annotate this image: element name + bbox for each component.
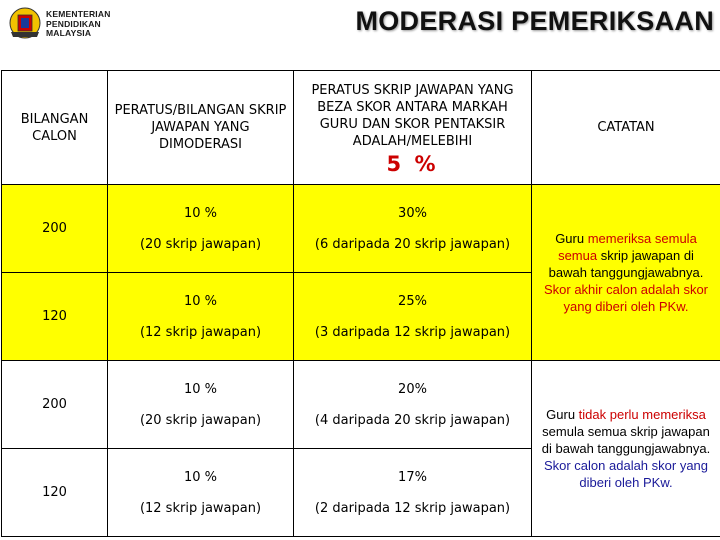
calon-cell: 200 bbox=[2, 185, 108, 273]
beza-cell bbox=[294, 361, 532, 449]
catatan-cell-2 bbox=[532, 361, 720, 537]
header-peratus: PERATUS/BILANGAN SKRIP JAWAPAN YANG DIMODERASI bbox=[108, 71, 294, 185]
catatan1-part1: Guru bbox=[555, 231, 588, 246]
peratus-value: 10 % bbox=[183, 469, 218, 485]
beza-detail: (3 daripada 12 skrip jawapan) bbox=[314, 324, 511, 340]
logo-text bbox=[46, 10, 111, 39]
beza-detail: (6 daripada 20 skrip jawapan) bbox=[314, 236, 511, 252]
catatan2-part3: semula semua skrip jawapan di bawah tanggungjawabnya. bbox=[541, 424, 711, 456]
beza-detail: (2 daripada 12 skrip jawapan) bbox=[314, 500, 511, 516]
beza-detail: (4 daripada 20 skrip jawapan) bbox=[314, 412, 511, 428]
peratus-detail: (20 skrip jawapan) bbox=[139, 236, 262, 252]
catatan1-part3: semula semua bbox=[558, 231, 697, 263]
catatan1-part2: memeriksa bbox=[587, 231, 652, 246]
calon-cell: 120 bbox=[2, 273, 108, 361]
peratus-detail: (12 skrip jawapan) bbox=[139, 500, 262, 516]
catatan1-part6: Skor akhir calon adalah skor yang diberi oleh PKw. bbox=[543, 282, 709, 314]
crest-icon bbox=[8, 6, 42, 40]
header-bilangan: BILANGAN CALON bbox=[2, 71, 108, 185]
peratus-cell bbox=[108, 361, 294, 449]
catatan2-part2: tidak perlu memeriksa bbox=[578, 407, 706, 422]
beza-cell bbox=[294, 449, 532, 537]
beza-value: 17% bbox=[398, 469, 427, 485]
header-beza-text: PERATUS SKRIP JAWAPAN YANG BEZA SKOR ANTARA MARKAH GURU DAN SKOR PENTAKSIR ADALAH/MELEBIHI bbox=[311, 83, 514, 149]
moderation-table bbox=[1, 70, 720, 537]
catatan-cell-1 bbox=[532, 185, 720, 361]
beza-cell bbox=[294, 273, 532, 361]
peratus-value: 10 % bbox=[183, 205, 218, 221]
beza-cell bbox=[294, 185, 532, 273]
catatan2-part4: Skor calon adalah skor yang diberi oleh PKw. bbox=[543, 458, 709, 490]
peratus-value: 10 % bbox=[183, 381, 218, 397]
header-beza-percent: 5 % bbox=[386, 152, 439, 176]
peratus-cell bbox=[108, 185, 294, 273]
header-catatan: CATATAN bbox=[532, 71, 720, 185]
ministry-logo bbox=[8, 6, 138, 42]
beza-value: 20% bbox=[398, 381, 427, 397]
page-title: MODERASI PEMERIKSAAN bbox=[355, 6, 714, 36]
logo-line-2: PENDIDIKAN bbox=[46, 18, 101, 29]
logo-line-3: MALAYSIA bbox=[46, 28, 92, 38]
header-beza bbox=[294, 71, 532, 185]
catatan1-part5: di bawah tanggungjawabnya. bbox=[548, 248, 704, 280]
catatan1-part4: skrip jawapan bbox=[597, 248, 681, 263]
logo-line-1: KEMENTERIAN bbox=[46, 9, 111, 19]
peratus-cell bbox=[108, 273, 294, 361]
beza-value: 30% bbox=[398, 205, 427, 221]
table-header-row bbox=[2, 71, 720, 185]
beza-value: 25% bbox=[398, 293, 427, 309]
table-row bbox=[2, 361, 720, 449]
catatan2-part1: Guru bbox=[546, 407, 579, 422]
calon-cell: 200 bbox=[2, 361, 108, 449]
calon-cell: 120 bbox=[2, 449, 108, 537]
peratus-detail: (12 skrip jawapan) bbox=[139, 324, 262, 340]
peratus-detail: (20 skrip jawapan) bbox=[139, 412, 262, 428]
table-row bbox=[2, 185, 720, 273]
peratus-value: 10 % bbox=[183, 293, 218, 309]
peratus-cell bbox=[108, 449, 294, 537]
